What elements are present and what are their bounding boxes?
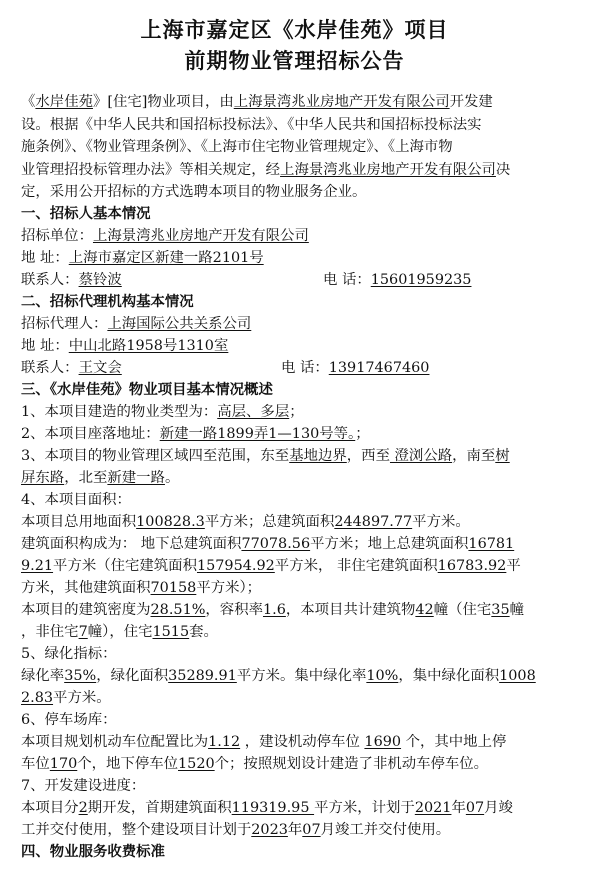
floor-area-ratio: 1.6 <box>262 602 286 618</box>
item-5-green-label: 5、绿化指标： <box>21 646 117 662</box>
item-3-boundaries-line-1: 3、本项目的物业管理区域四至范围，东至基地边界，西至 澄浏公路，南至树 <box>21 448 510 464</box>
agent-address-value: 中山北路1958号1310室 <box>68 338 229 354</box>
developer-name: 上海景湾兆业房地产开发有限公司 <box>233 94 450 110</box>
parking-total: 1690 <box>364 734 402 750</box>
project-address-value: 新建一路1899弄1—130号等。 <box>159 426 356 442</box>
section-3-heading: 三、《水岸佳苑》物业项目基本情况概述 <box>21 382 273 398</box>
section-4-heading: 四、物业服务收费标准 <box>21 844 165 860</box>
section-2-heading: 二、招标代理机构基本情况 <box>21 294 194 310</box>
phase-count: 2 <box>78 800 88 816</box>
schedule-line-2: 工并交付使用，整个建设项目计划于2023年07月竣工并交付使用。 <box>21 822 451 838</box>
first-phase-month: 07 <box>465 800 485 816</box>
green-area: 35289.91 <box>168 668 237 684</box>
composition-line-3: 方米，其他建筑面积70158平方米）； <box>21 580 262 596</box>
item-3-boundaries-line-2: 屏东路，北至新建一路。 <box>21 470 180 486</box>
total-area-line: 本项目总用地面积100828.3平方米；总建筑面积244897.77平方米。 <box>21 514 470 530</box>
aboveground-area: 9.21 <box>21 558 54 574</box>
item-1-property-type: 1、本项目建造的物业类型为：高层、多层； <box>21 404 304 420</box>
parking-underground: 1520 <box>178 756 215 772</box>
first-phase-year: 2021 <box>414 800 452 816</box>
agent-phone-value: 13917467460 <box>328 360 430 376</box>
total-land-area: 100828.3 <box>136 514 205 530</box>
project-name: 水岸佳苑 <box>35 94 93 110</box>
other-area: 70158 <box>150 580 197 596</box>
item-4-area-label: 4、本项目面积： <box>21 492 131 508</box>
non-residential-building-count: 7 <box>78 624 88 640</box>
residential-building-count: 35 <box>491 602 510 618</box>
intro-line-5: 定，采用公开招标的方式选聘本项目的物业服务企业。 <box>21 184 367 200</box>
agent-name: 招标代理人：上海国际公共关系公司 <box>21 316 252 332</box>
central-green-rate: 10% <box>366 668 399 684</box>
agent-contact: 联系人：王文会 电 话：13917467460 <box>21 360 430 376</box>
residential-area: 157954.92 <box>196 558 275 574</box>
item-2-address: 2、本项目座落地址：新建一路1899弄1—130号等。； <box>21 426 370 442</box>
central-green-area: 2.83 <box>21 690 54 706</box>
developer-name: 上海景湾兆业房地产开发有限公司 <box>280 162 496 178</box>
composition-line-2: 9.21平方米（住宅建筑面积157954.92平方米， 非住宅建筑面积16783.92平 <box>21 558 521 574</box>
tenderer-unit: 招标单位：上海景湾兆业房地产开发有限公司 <box>21 228 309 244</box>
intro-line-2: 设。根据《中华人民共和国招标投标法》、《中华人民共和国招标投标法实 <box>21 117 482 133</box>
density-line-2: ，非住宅7幢），住宅1515套。 <box>21 624 218 640</box>
south-boundary: 树 <box>495 448 510 464</box>
property-type-value: 高层、多层 <box>217 404 290 420</box>
section-1-heading: 一、招标人基本情况 <box>21 206 151 222</box>
total-building-area: 244897.77 <box>334 514 413 530</box>
east-boundary: 基地边界 <box>289 448 347 464</box>
green-line-1: 绿化率35%，绿化面积35289.91平方米。集中绿化率10%，集中绿化面积1008 <box>21 668 536 684</box>
building-density: 28.51% <box>150 602 206 618</box>
green-line-2: 2.83平方米。 <box>21 690 111 706</box>
agent-contact-value: 王文会 <box>78 360 122 376</box>
schedule-line-1: 本项目分2期开发，首期建筑面积119319.95 平方米，计划于2021年07月竣 <box>21 800 513 816</box>
tenderer-address: 地 址：上海市嘉定区新建一路2101号 <box>21 250 264 266</box>
intro-line-3: 施条例》、《物业管理条例》、《上海市住宅物业管理规定》、《上海市物 <box>21 139 453 155</box>
completion-year: 2023 <box>251 822 288 838</box>
aboveground-area: 16781 <box>468 536 515 552</box>
unit-count: 1515 <box>152 624 190 640</box>
tenderer-phone-value: 15601959235 <box>370 272 472 288</box>
title-line-1: 上海市嘉定区《水岸佳苑》项目 <box>140 18 449 42</box>
composition-line-1: 建筑面积构成为： 地下总建筑面积77078.56平方米；地上总建筑面积16781 <box>21 536 515 552</box>
north-boundary: 新建一路 <box>107 470 165 486</box>
agent-name-value: 上海国际公共关系公司 <box>107 316 252 332</box>
non-residential-area: 16783.92 <box>437 558 507 574</box>
underground-area: 77078.56 <box>241 536 311 552</box>
tenderer-contact-value: 蔡铃波 <box>78 272 122 288</box>
title-line-2: 前期物业管理招标公告 <box>184 49 405 73</box>
item-6-parking-label: 6、停车场库： <box>21 712 117 728</box>
completion-month: 07 <box>302 822 321 838</box>
item-7-schedule-label: 7、开发建设进度： <box>21 778 146 794</box>
south-boundary: 屏东路 <box>21 470 65 486</box>
intro-line-4: 业管理招投标管理办法》等相关规定，经上海景湾兆业房地产开发有限公司决 <box>21 162 511 178</box>
first-phase-area: 119319.95 <box>231 800 315 816</box>
central-green-area: 1008 <box>499 668 536 684</box>
west-boundary: 澄浏公路 <box>389 448 453 464</box>
agent-address: 地 址：中山北路1958号1310室 <box>21 338 229 354</box>
parking-ratio: 1.12 <box>208 734 241 750</box>
density-line-1: 本项目的建筑密度为28.51%，容积率1.6，本项目共计建筑物42幢（住宅35幢 <box>21 602 525 618</box>
intro-line-1: 《水岸佳苑》[住宅]物业项目，由上海景湾兆业房地产开发有限公司开发建 <box>21 94 493 110</box>
green-rate: 35% <box>64 668 97 684</box>
tenderer-unit-value: 上海景湾兆业房地产开发有限公司 <box>92 228 309 244</box>
building-count: 42 <box>415 602 434 618</box>
parking-line-1: 本项目规划机动车位配置比为1.12 ，建设机动停车位 1690 个，其中地上停 <box>21 734 507 750</box>
parking-line-2: 车位170个，地下停车位1520个；按照规划设计建造了非机动车停车位。 <box>21 756 489 772</box>
tenderer-address-value: 上海市嘉定区新建一路2101号 <box>68 250 264 266</box>
parking-aboveground: 170 <box>49 756 78 772</box>
tenderer-contact: 联系人：蔡铃波 电 话：15601959235 <box>21 272 472 288</box>
